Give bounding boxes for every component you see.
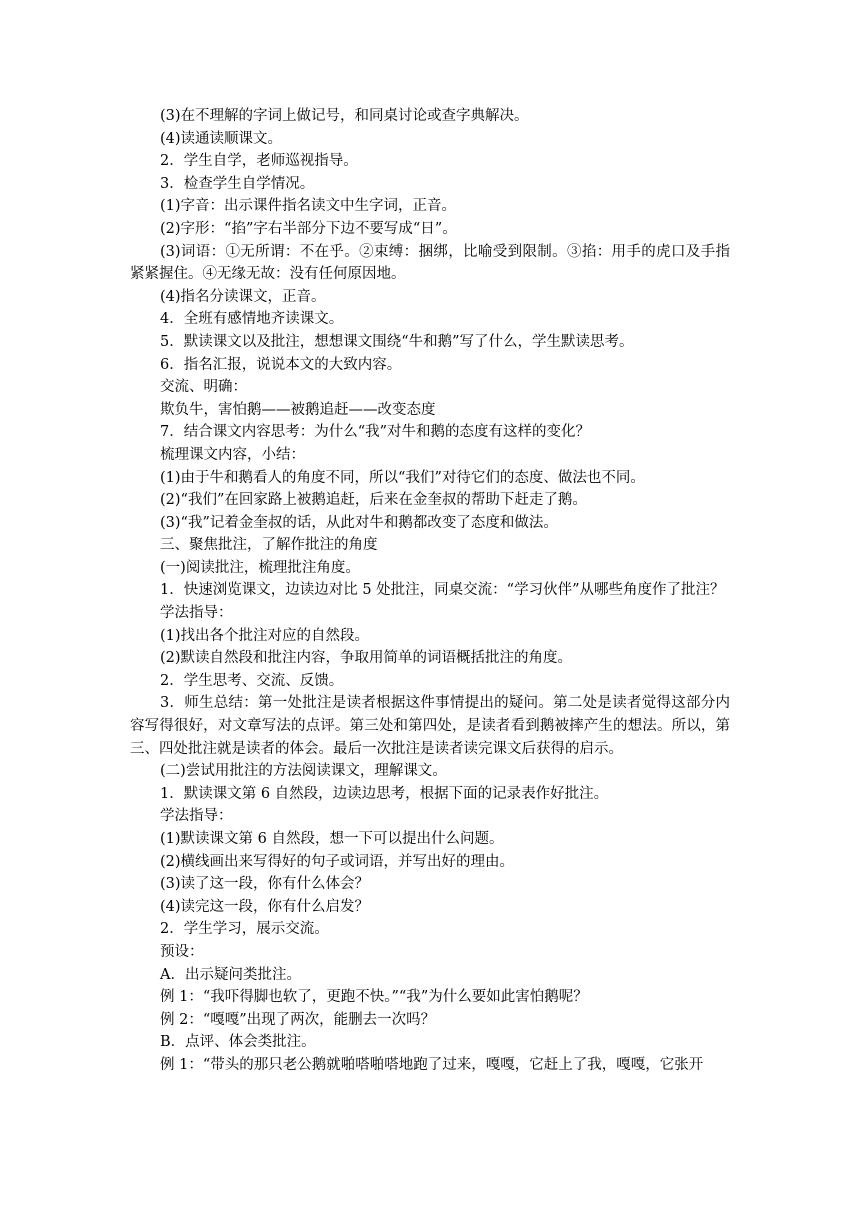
paragraph: 2．学生学习，展示交流。 [160, 921, 329, 938]
paragraph: (1)字音：出示课件指名读文中生字词，正音。 [160, 198, 457, 215]
paragraph: 例 1：“我吓得脚也软了，更跑不快。”“我”为什么要如此害怕鹅呢？ [160, 989, 588, 1006]
paragraph: 学法指导： [160, 808, 233, 825]
paragraph: 预设： [160, 943, 204, 960]
paragraph: 6．指名汇报，说说本文的大致内容。 [160, 356, 402, 373]
paragraph: 3．检查学生自学情况。 [160, 175, 315, 192]
paragraph: (1)找出各个批注对应的自然段。 [160, 627, 370, 644]
paragraph: (4)指名分读课文，正音。 [160, 288, 326, 305]
paragraph: B．点评、体会类批注。 [160, 1034, 316, 1051]
paragraph: 3．师生总结：第一处批注是读者根据这件事情提出的疑问。第二处是读者觉得这部分内容写得很好，对文章写法的点评。第三处和第四处，是读者看到鹅被摔产生的想法。所以，第三、四处批注就是读者的体会。最后一次批注是读者读完课文后获得的启示。 [130, 695, 730, 757]
paragraph: 7．结合课文内容思考：为什么“我”对牛和鹅的态度有这样的变化？ [160, 424, 591, 441]
paragraph: 例 1：“带头的那只老公鹅就啪嗒啪嗒地跑了过来，嘎嘎，它赶上了我，嘎嘎，它张开 [160, 1056, 704, 1073]
paragraph: (2)字形：“掐”字右半部分下边不要写成“日”。 [160, 220, 457, 237]
paragraph: (4)读完这一段，你有什么启发？ [160, 898, 370, 915]
paragraph: (二)尝试用批注的方法阅读课文，理解课文。 [160, 763, 447, 780]
paragraph: 例 2：“嘎嘎”出现了两次，能删去一次吗？ [160, 1011, 436, 1028]
paragraph: (3)在不理解的字词上做记号，和同桌讨论或查字典解决。 [160, 108, 529, 124]
paragraph: 2．学生自学，老师巡视指导。 [160, 153, 358, 170]
paragraph: (1)由于牛和鹅看人的角度不同，所以“我们”对待它们的态度、做法也不同。 [160, 469, 645, 486]
paragraph: (2)横线画出来写得好的句子或词语，并写出好的理由。 [160, 853, 515, 870]
paragraph: 学法指导： [160, 605, 233, 622]
paragraph: A．出示疑问类批注。 [160, 966, 301, 983]
paragraph: (一)阅读批注，梳理批注角度。 [160, 559, 360, 576]
paragraph: 5．默读课文以及批注，想想课文围绕“牛和鹅”写了什么，学生默读思考。 [160, 333, 634, 350]
paragraph: (2)默读自然段和批注内容，争取用简单的词语概括批注的角度。 [160, 650, 573, 667]
document-body [130, 105, 730, 1077]
paragraph: 1．快速浏览课文，边读边对比 5 处批注，同桌交流：“学习伙伴”从哪些角度作了批注？ [160, 582, 725, 599]
paragraph: 梳理课文内容，小结： [160, 446, 305, 463]
paragraph: 交流、明确： [160, 379, 247, 396]
paragraph: (4)读通读顺课文。 [160, 130, 283, 147]
paragraph: (3)“我”记着金奎叔的话，从此对牛和鹅都改变了态度和做法。 [160, 514, 558, 531]
paragraph: 2．学生思考、交流、反馈。 [160, 672, 344, 689]
paragraph: 1．默读课文第 6 自然段，边读边思考，根据下面的记录表作好批注。 [160, 785, 609, 802]
paragraph: 欺负牛，害怕鹅——被鹅追赶——改变态度 [160, 401, 436, 418]
paragraph: (1)默读课文第 6 自然段，想一下可以提出什么问题。 [160, 831, 504, 847]
paragraph: 4．全班有感情地齐读课文。 [160, 311, 344, 328]
section-heading: 三、聚焦批注，了解作批注的角度 [160, 537, 378, 554]
paragraph: (2)“我们”在回家路上被鹅追赶，后来在金奎叔的帮助下赶走了鹅。 [160, 492, 587, 509]
paragraph: (3)读了这一段，你有什么体会？ [160, 876, 370, 893]
paragraph: (3)词语：①无所谓：不在乎。②束缚：捆绑，比喻受到限制。③掐：用手的虎口及手指紧紧握住。④无缘无故：没有任何原因地。 [130, 243, 730, 283]
